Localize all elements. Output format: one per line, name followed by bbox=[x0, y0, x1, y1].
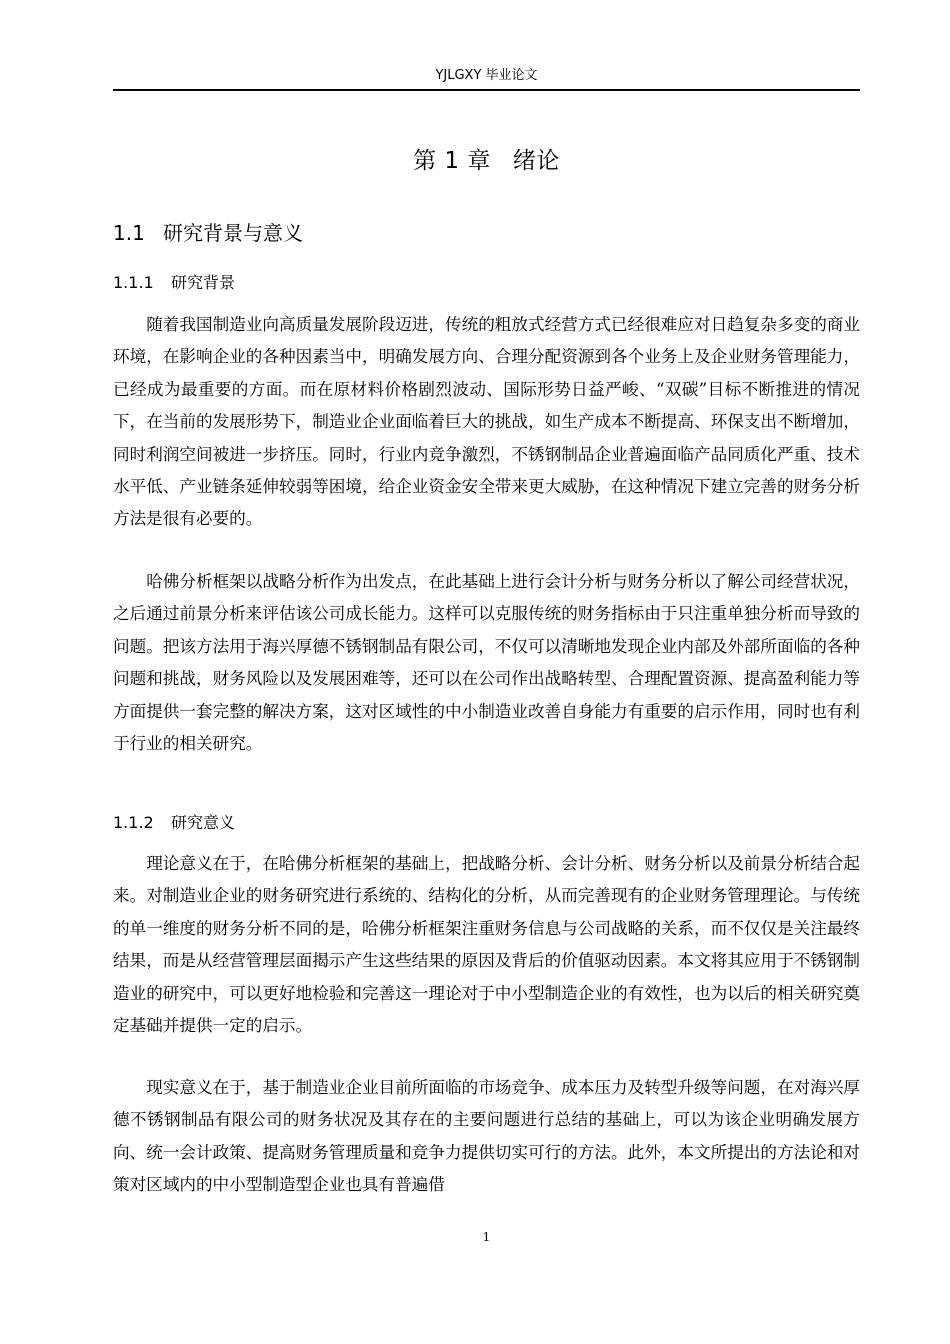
chapter-number: 第 1 章 bbox=[413, 148, 491, 174]
subsection-number: 1.1.2 bbox=[113, 813, 154, 832]
chapter-name: 绪论 bbox=[512, 148, 560, 174]
paragraph-background-1: 随着我国制造业向高质量发展阶段迈进，传统的粗放式经营方式已经很难应对日趋复杂多变的商业环境，在影响企业的各种因素当中，明确发展方向、合理分配资源到各个业务上及企业财务管理能力，已经成为最重要的方面。而在原材料价格剧烈波动、国际形势日益严峻、“双碳”目标不断推进的情况下，在当前的发展形势下，制造业企业面临着巨大的挑战，如生产成本不断提高、环保支出不断增加，同时利润空间被进一步挤压。同时，行业内竞争激烈，不锈钢制品企业普遍面临产品同质化严重、技术水平低、产业链条延伸较弱等困境，给企业资金安全带来更大威胁，在这种情况下建立完善的财务分析方法是很有必要的。 bbox=[113, 315, 860, 529]
section-heading-1-1 bbox=[113, 218, 860, 248]
section-number: 1.1 bbox=[113, 221, 145, 245]
paragraph-significance-2: 现实意义在于，基于制造业企业目前所面临的市场竞争、成本压力及转型升级等问题，在对海兴厚德不锈钢制品有限公司的财务状况及其存在的主要问题进行总结的基础上，可以为该企业明确发展方向、统一会计政策、提高财务管理质量和竞争力提供切实可行的方法。此外，本文所提出的方法论和对策对区域内的中小型制造型企业也具有普遍借 bbox=[113, 1078, 860, 1195]
paragraph-significance-1: 理论意义在于，在哈佛分析框架的基础上，把战略分析、会计分析、财务分析以及前景分析结合起来。对制造业企业的财务研究进行系统的、结构化的分析，从而完善现有的企业财务管理理论。与传统的单一维度的财务分析不同的是，哈佛分析框架注重财务信息与公司战略的关系，而不仅仅是关注最终结果，而是从经营管理层面揭示产生这些结果的原因及背后的价值驱动因素。本文将其应用于不锈钢制造业的研究中，可以更好地检验和完善这一理论对于中小型制造企业的有效性，也为以后的相关研究奠定基础并提供一定的启示。 bbox=[113, 854, 860, 1036]
chapter-title bbox=[113, 144, 860, 178]
running-header: YJLGXY 毕业论文 bbox=[435, 68, 538, 83]
subsection-title: 研究意义 bbox=[171, 813, 236, 832]
paragraph-background-2: 哈佛分析框架以战略分析作为出发点，在此基础上进行会计分析与财务分析以了解公司经营状况，之后通过前景分析来评估该公司成长能力。这样可以克服传统的财务指标由于只注重单独分析而导致的问题。把该方法用于海兴厚德不锈钢制品有限公司，不仅可以清晰地发现企业内部及外部所面临的各种问题和挑战，财务风险以及发展困难等，还可以在公司作出战略转型、合理配置资源、提高盈利能力等方面提供一套完整的解决方案，这对区域性的中小制造业改善自身能力有重要的启示作用，同时也有利于行业的相关研究。 bbox=[113, 572, 860, 754]
page-number: 1 bbox=[482, 1230, 491, 1244]
section-title: 研究背景与意义 bbox=[163, 221, 303, 245]
subsection-title: 研究背景 bbox=[171, 273, 236, 292]
subsection-heading-1-1-1 bbox=[113, 271, 860, 295]
subsection-heading-1-1-2 bbox=[113, 811, 860, 835]
subsection-number: 1.1.1 bbox=[113, 273, 154, 292]
header-rule bbox=[113, 89, 860, 91]
